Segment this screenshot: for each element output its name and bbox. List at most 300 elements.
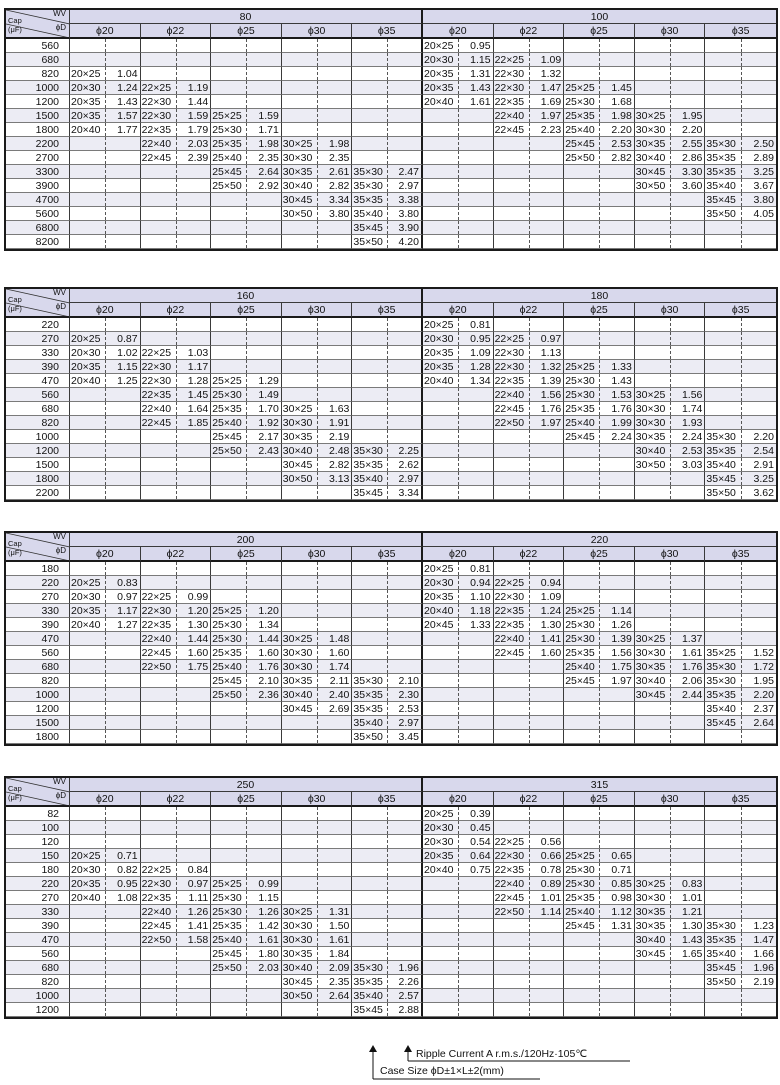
ripple-current — [318, 39, 351, 52]
spec-cell — [282, 430, 353, 444]
spec-cell — [141, 919, 212, 933]
case-size: 30×45 — [282, 458, 318, 471]
case-size — [211, 849, 247, 862]
ripple-current: 1.47 — [540, 82, 562, 94]
case-size: 22×30 — [494, 590, 530, 603]
ripple-current — [600, 39, 633, 52]
capacitance-cell: 1500 — [6, 109, 70, 123]
ripple-current — [388, 646, 421, 659]
spec-cell — [564, 604, 635, 618]
case-size: 30×45 — [282, 975, 318, 988]
spec-cell — [423, 1003, 494, 1017]
ripple-current: 1.43 — [470, 82, 491, 94]
case-size — [564, 486, 600, 499]
diameter-header: ϕ35 — [705, 303, 776, 318]
ripple-current: 3.34 — [398, 487, 419, 499]
ripple-current — [106, 458, 139, 471]
ripple-current — [318, 109, 351, 122]
spec-cell — [352, 688, 423, 702]
spec-cell — [494, 123, 565, 137]
case-size — [423, 179, 459, 192]
unit-label: (μF) — [8, 25, 22, 34]
ripple-current — [247, 486, 280, 499]
ripple-current: 3.62 — [753, 487, 774, 499]
ripple-current: 2.09 — [328, 962, 350, 974]
spec-cell — [564, 430, 635, 444]
case-size — [70, 933, 106, 946]
case-size: 25×50 — [211, 444, 247, 457]
spec-cell — [494, 849, 565, 863]
spec-cell — [635, 660, 706, 674]
ripple-current: 3.67 — [753, 180, 774, 192]
case-size — [494, 702, 530, 715]
case-size — [282, 95, 318, 108]
case-size — [635, 835, 671, 848]
spec-cell — [705, 388, 776, 402]
ripple-current: 2.92 — [258, 180, 279, 192]
spec-cell — [70, 562, 141, 576]
spec-cell — [635, 95, 706, 109]
case-size — [211, 207, 247, 220]
ripple-current — [318, 123, 351, 136]
spec-table — [4, 776, 778, 1019]
case-size: 22×50 — [494, 416, 530, 429]
case-size — [282, 849, 318, 862]
case-size — [211, 576, 247, 589]
ripple-current — [388, 919, 421, 932]
case-size — [635, 472, 671, 485]
ripple-current — [247, 562, 280, 575]
diameter-header: ϕ30 — [635, 792, 706, 807]
spec-cell — [282, 486, 353, 500]
ripple-current — [671, 961, 704, 974]
spec-cell — [494, 67, 565, 81]
case-size: 30×40 — [282, 961, 318, 974]
spec-cell — [70, 821, 141, 835]
spec-cell — [564, 716, 635, 730]
case-size — [423, 688, 459, 701]
case-size — [70, 444, 106, 457]
ripple-current: 2.06 — [681, 675, 703, 687]
ripple-current: 2.20 — [681, 124, 703, 136]
spec-cell — [635, 486, 706, 500]
case-size: 20×30 — [70, 346, 106, 359]
ripple-current: 1.27 — [117, 619, 138, 631]
case-size — [141, 179, 177, 192]
spec-cell — [211, 430, 282, 444]
case-size — [282, 332, 318, 345]
ripple-current — [459, 458, 492, 471]
spec-cell — [211, 151, 282, 165]
ripple-current — [742, 95, 776, 108]
diameter-header: ϕ25 — [211, 303, 282, 318]
case-size: 25×50 — [211, 688, 247, 701]
case-size — [141, 674, 177, 687]
spec-cell — [141, 346, 212, 360]
case-size: 25×45 — [564, 430, 600, 443]
spec-cell — [635, 618, 706, 632]
spec-cell — [564, 95, 635, 109]
case-size — [705, 877, 742, 890]
ripple-current — [600, 975, 633, 988]
case-size — [423, 933, 459, 946]
case-size: 25×25 — [211, 604, 247, 617]
case-size — [423, 207, 459, 220]
ripple-current: 2.91 — [753, 459, 774, 471]
spec-cell — [211, 674, 282, 688]
capacitance-cell: 100 — [6, 821, 70, 835]
ripple-current — [530, 472, 563, 485]
spec-cell — [705, 975, 776, 989]
case-size — [564, 179, 600, 192]
ripple-current — [600, 207, 633, 220]
spec-cell — [282, 877, 353, 891]
spec-cell — [211, 947, 282, 961]
case-size: 22×30 — [494, 849, 530, 862]
ripple-current — [177, 444, 210, 457]
spec-cell — [211, 346, 282, 360]
spec-cell — [635, 221, 706, 235]
case-size: 30×30 — [635, 646, 671, 659]
voltage-header: 100 — [423, 10, 776, 24]
case-size — [352, 863, 388, 876]
spec-table — [4, 531, 778, 746]
spec-cell — [564, 863, 635, 877]
case-size — [423, 221, 459, 234]
spec-cell — [282, 388, 353, 402]
legend — [360, 1044, 660, 1084]
ripple-current — [106, 919, 139, 932]
spec-cell — [70, 807, 141, 821]
ripple-current — [671, 821, 704, 834]
spec-cell — [141, 165, 212, 179]
spec-cell — [423, 486, 494, 500]
case-size: 25×30 — [211, 905, 247, 918]
case-size — [705, 905, 742, 918]
spec-cell — [635, 193, 706, 207]
ripple-current: 0.84 — [187, 864, 209, 876]
spec-cell — [141, 947, 212, 961]
spec-cell — [70, 702, 141, 716]
ripple-current: 1.17 — [187, 361, 209, 373]
case-size: 22×45 — [494, 402, 530, 415]
spec-cell — [211, 576, 282, 590]
ripple-current: 2.36 — [258, 689, 279, 701]
case-size — [705, 318, 742, 331]
spec-cell — [423, 877, 494, 891]
spec-cell — [141, 632, 212, 646]
ripple-current — [530, 486, 563, 499]
capacitance-cell: 8200 — [6, 235, 70, 249]
spec-cell — [635, 39, 706, 53]
ripple-current — [106, 430, 139, 443]
case-size — [141, 961, 177, 974]
ripple-current — [388, 374, 421, 387]
spec-cell — [282, 849, 353, 863]
ripple-current — [318, 576, 351, 589]
ripple-current — [388, 95, 421, 108]
case-size: 30×25 — [282, 402, 318, 415]
case-size — [705, 891, 742, 904]
ripple-current: 1.95 — [753, 675, 774, 687]
case-size — [564, 346, 600, 359]
ripple-current: 2.82 — [328, 180, 350, 192]
ripple-current: 1.74 — [328, 661, 350, 673]
capacitance-cell: 270 — [6, 590, 70, 604]
spec-cell — [423, 444, 494, 458]
case-size — [705, 807, 742, 820]
ripple-current — [106, 388, 139, 401]
ripple-current — [459, 430, 492, 443]
capacitance-cell: 270 — [6, 332, 70, 346]
case-size: 22×40 — [494, 109, 530, 122]
spec-cell — [70, 318, 141, 332]
ripple-current: 2.55 — [681, 138, 703, 150]
ripple-current — [247, 95, 280, 108]
ripple-current — [106, 905, 139, 918]
case-size: 30×25 — [635, 109, 671, 122]
case-size: 30×25 — [635, 877, 671, 890]
ripple-current: 1.12 — [611, 906, 632, 918]
ripple-current: 2.47 — [398, 166, 419, 178]
spec-cell — [564, 576, 635, 590]
case-size — [423, 486, 459, 499]
spec-cell — [564, 39, 635, 53]
case-size — [70, 235, 106, 248]
case-size — [635, 67, 671, 80]
ripple-current: 1.24 — [540, 605, 562, 617]
spec-cell — [494, 179, 565, 193]
spec-cell — [635, 646, 706, 660]
ripple-current: 0.87 — [117, 333, 138, 345]
diameter-header: ϕ35 — [352, 303, 423, 318]
spec-cell — [564, 919, 635, 933]
case-size — [494, 947, 530, 960]
ripple-current — [459, 947, 492, 960]
voltage-header: 180 — [423, 289, 776, 303]
capacitance-cell: 330 — [6, 346, 70, 360]
capacitance-cell: 680 — [6, 961, 70, 975]
ripple-current: 0.66 — [540, 850, 562, 862]
ripple-current: 2.64 — [328, 990, 350, 1002]
spec-cell — [635, 332, 706, 346]
spec-cell — [423, 835, 494, 849]
ripple-current — [671, 576, 704, 589]
voltage-header: 250 — [70, 778, 423, 792]
ripple-current — [742, 989, 776, 1002]
spec-cell — [282, 416, 353, 430]
ripple-current — [530, 730, 563, 743]
case-size — [705, 332, 742, 345]
case-size — [564, 730, 600, 743]
case-size: 30×30 — [635, 416, 671, 429]
ripple-current — [600, 933, 633, 946]
case-size — [211, 702, 247, 715]
case-size: 30×35 — [282, 430, 318, 443]
case-size — [70, 39, 106, 52]
spec-cell — [70, 402, 141, 416]
case-size: 25×45 — [211, 947, 247, 960]
spec-cell — [211, 702, 282, 716]
spec-cell — [352, 961, 423, 975]
spec-cell — [352, 207, 423, 221]
spec-cell — [70, 849, 141, 863]
ripple-current — [671, 67, 704, 80]
spec-cell — [141, 835, 212, 849]
case-size: 35×45 — [705, 193, 742, 206]
case-size: 35×30 — [352, 961, 388, 974]
case-size: 35×30 — [705, 660, 742, 673]
case-size: 25×45 — [564, 919, 600, 932]
case-size — [423, 716, 459, 729]
spec-cell — [141, 430, 212, 444]
case-size — [705, 835, 742, 848]
spec-cell — [141, 374, 212, 388]
spec-cell — [635, 374, 706, 388]
case-size — [494, 562, 530, 575]
case-size — [70, 989, 106, 1002]
spec-cell — [705, 207, 776, 221]
case-size — [282, 590, 318, 603]
ripple-current — [742, 332, 776, 345]
spec-cell — [141, 221, 212, 235]
case-size — [352, 618, 388, 631]
ripple-current — [671, 207, 704, 220]
diameter-header: ϕ35 — [705, 792, 776, 807]
ripple-current — [600, 235, 633, 248]
spec-cell — [564, 109, 635, 123]
spec-cell — [564, 374, 635, 388]
case-size — [564, 39, 600, 52]
case-size — [352, 835, 388, 848]
ripple-current: 1.72 — [753, 661, 774, 673]
spec-cell — [564, 618, 635, 632]
spec-cell — [494, 39, 565, 53]
case-size: 20×25 — [423, 562, 459, 575]
diameter-header: ϕ25 — [564, 24, 635, 39]
spec-cell — [564, 416, 635, 430]
case-size: 20×40 — [70, 374, 106, 387]
spec-cell — [282, 109, 353, 123]
case-size — [352, 562, 388, 575]
case-size — [70, 632, 106, 645]
ripple-current: 1.28 — [470, 361, 491, 373]
spec-cell — [423, 576, 494, 590]
spec-cell — [423, 702, 494, 716]
spec-cell — [705, 81, 776, 95]
ripple-current — [459, 1003, 492, 1016]
ripple-current: 1.68 — [611, 96, 632, 108]
d-label: ϕD — [55, 302, 66, 311]
case-size: 22×40 — [141, 402, 177, 415]
ripple-current: 1.60 — [540, 647, 562, 659]
ripple-current: 0.45 — [470, 822, 491, 834]
ripple-current — [106, 137, 139, 150]
case-size: 25×40 — [211, 933, 247, 946]
case-size — [282, 604, 318, 617]
spec-cell — [282, 346, 353, 360]
case-size — [635, 318, 671, 331]
case-size: 35×35 — [352, 193, 388, 206]
case-size: 35×50 — [705, 975, 742, 988]
case-size: 35×35 — [352, 688, 388, 701]
ripple-current — [742, 877, 776, 890]
spec-cell — [423, 360, 494, 374]
spec-cell — [282, 891, 353, 905]
spec-cell — [635, 688, 706, 702]
case-size — [141, 458, 177, 471]
ripple-current — [106, 318, 139, 331]
capacitance-cell: 1000 — [6, 81, 70, 95]
spec-cell — [282, 660, 353, 674]
cap-label: Cap — [8, 16, 22, 25]
ripple-current: 1.97 — [611, 675, 632, 687]
case-size — [423, 458, 459, 471]
spec-cell — [70, 123, 141, 137]
spec-cell — [70, 716, 141, 730]
spec-cell — [494, 221, 565, 235]
spec-cell — [282, 989, 353, 1003]
case-size — [352, 646, 388, 659]
ripple-current — [177, 165, 210, 178]
case-size: 22×35 — [494, 95, 530, 108]
ripple-current: 1.39 — [540, 375, 562, 387]
ripple-current: 1.48 — [328, 633, 350, 645]
spec-cell — [211, 332, 282, 346]
case-size — [141, 562, 177, 575]
case-size: 22×25 — [494, 835, 530, 848]
ripple-current — [459, 646, 492, 659]
case-size: 35×35 — [352, 458, 388, 471]
capacitance-cell: 470 — [6, 374, 70, 388]
ripple-current — [106, 821, 139, 834]
case-size — [282, 67, 318, 80]
case-size — [564, 207, 600, 220]
case-size — [352, 576, 388, 589]
case-size: 25×30 — [211, 632, 247, 645]
case-size — [705, 95, 742, 108]
ripple-current: 1.58 — [187, 934, 209, 946]
spec-cell — [352, 235, 423, 249]
ripple-current — [177, 989, 210, 1002]
spec-cell — [705, 576, 776, 590]
case-size — [70, 179, 106, 192]
ripple-current: 0.95 — [470, 333, 491, 345]
case-size — [211, 989, 247, 1002]
case-size — [211, 486, 247, 499]
ripple-current: 1.60 — [328, 647, 350, 659]
ripple-current — [177, 486, 210, 499]
case-size: 35×35 — [352, 975, 388, 988]
spec-cell — [352, 416, 423, 430]
case-size: 22×40 — [141, 905, 177, 918]
ripple-current: 0.83 — [117, 577, 138, 589]
spec-cell — [211, 562, 282, 576]
spec-cell — [141, 590, 212, 604]
capacitance-cell: 120 — [6, 835, 70, 849]
ripple-current: 2.17 — [258, 431, 279, 443]
case-size — [352, 332, 388, 345]
ripple-current — [742, 562, 776, 575]
case-size — [352, 807, 388, 820]
spec-cell — [70, 989, 141, 1003]
spec-cell — [211, 604, 282, 618]
ripple-current: 1.31 — [470, 68, 491, 80]
ripple-current: 4.20 — [398, 236, 419, 248]
case-size — [141, 688, 177, 701]
spec-cell — [635, 151, 706, 165]
ripple-current — [742, 891, 776, 904]
